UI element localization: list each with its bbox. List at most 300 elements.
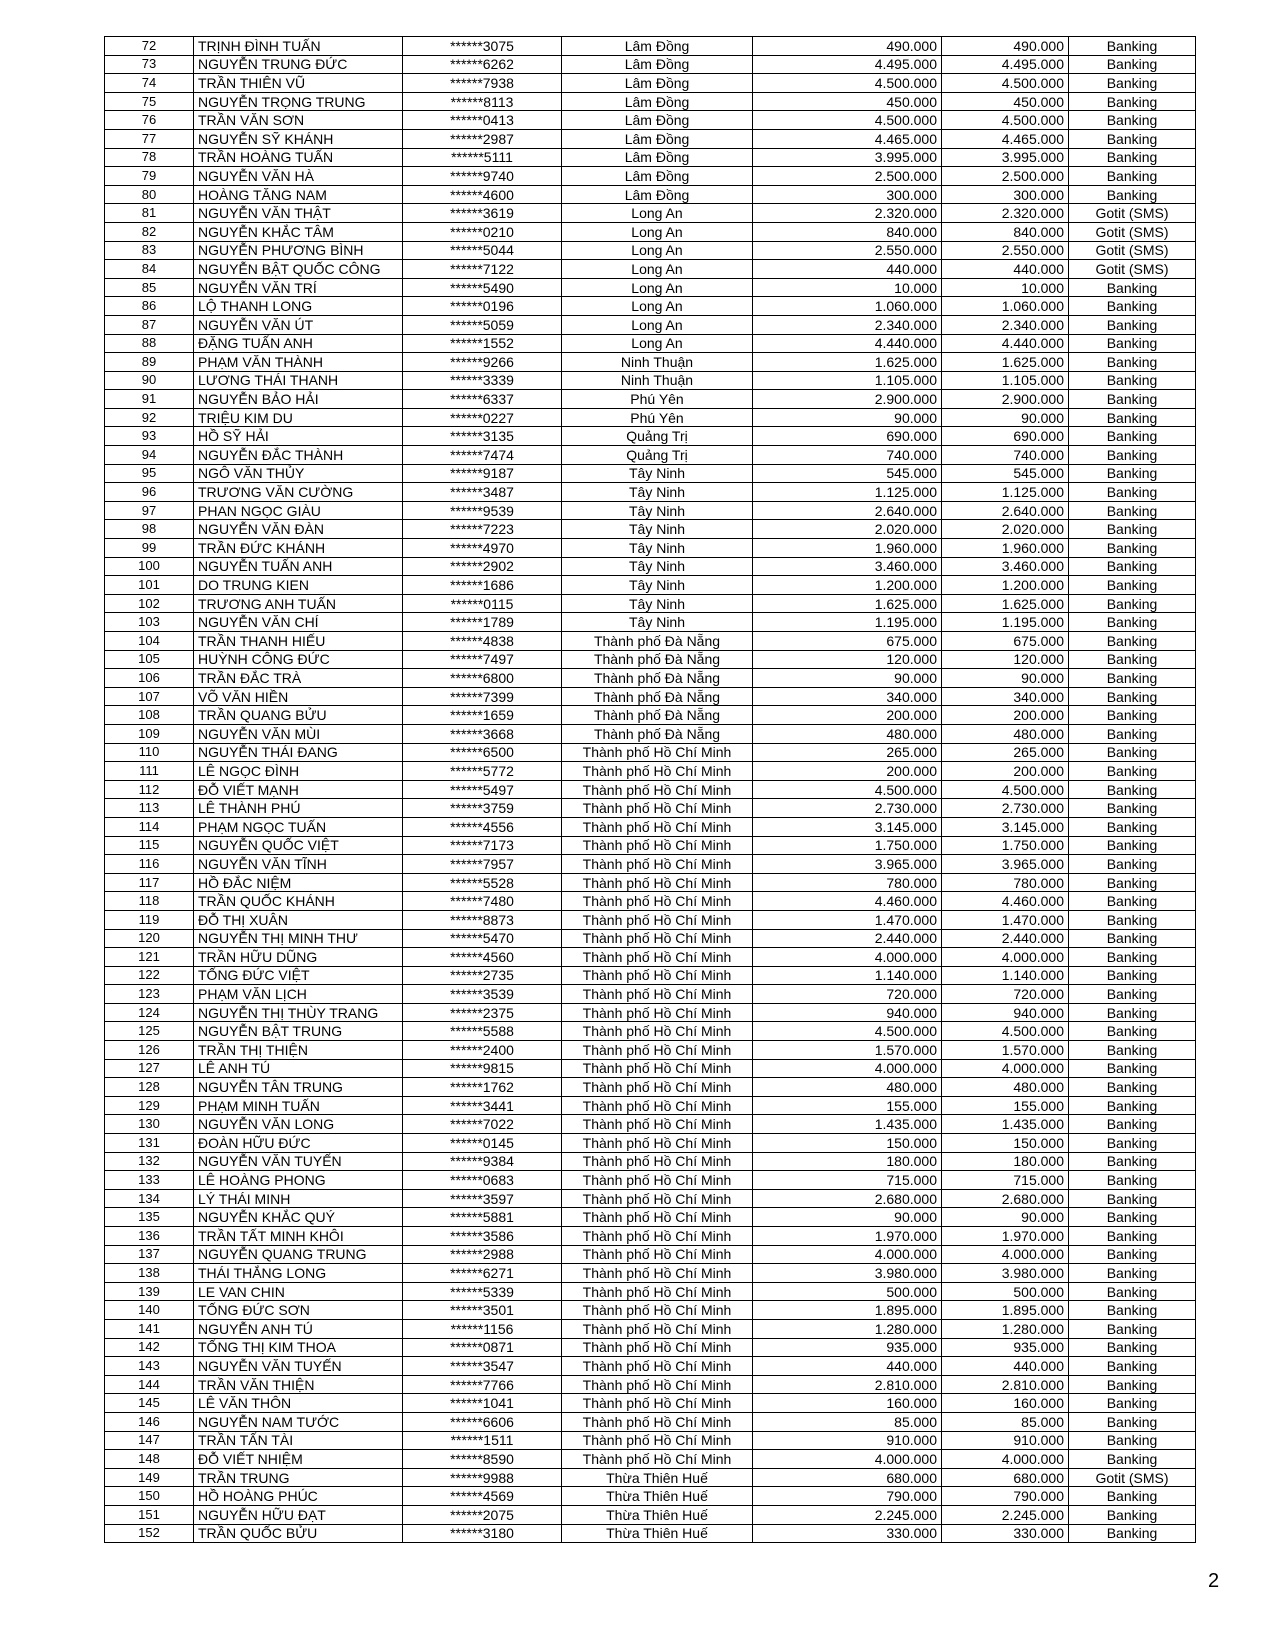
row-number-cell: 143 [105, 1357, 194, 1376]
row-number-cell: 86 [105, 297, 194, 316]
table-row [105, 762, 1196, 781]
amount-cell: 940.000 [753, 1003, 942, 1022]
province-cell: Thừa Thiên Huế [562, 1487, 753, 1506]
amount-cell: 2.020.000 [753, 520, 942, 539]
paid-amount-cell: 1.895.000 [942, 1301, 1069, 1320]
masked-phone-cell: ******3501 [403, 1301, 562, 1320]
amount-cell: 90.000 [753, 669, 942, 688]
masked-phone-cell: ******1789 [403, 613, 562, 632]
province-cell: Thành phố Hồ Chí Minh [562, 1301, 753, 1320]
masked-phone-cell: ******7480 [403, 892, 562, 911]
masked-phone-cell: ******5059 [403, 315, 562, 334]
amount-cell: 2.340.000 [753, 315, 942, 334]
payment-method-cell: Banking [1069, 1245, 1196, 1264]
province-cell: Thành phố Hồ Chí Minh [562, 780, 753, 799]
paid-amount-cell: 780.000 [942, 873, 1069, 892]
table-row [105, 1301, 1196, 1320]
full-name-cell: NGUYỄN TRUNG ĐỨC [194, 55, 403, 74]
province-cell: Tây Ninh [562, 539, 753, 558]
paid-amount-cell: 300.000 [942, 185, 1069, 204]
paid-amount-cell: 1.750.000 [942, 836, 1069, 855]
masked-phone-cell: ******1686 [403, 576, 562, 595]
table-row [105, 1394, 1196, 1413]
payment-method-cell: Banking [1069, 1096, 1196, 1115]
table-row [105, 464, 1196, 483]
amount-cell: 90.000 [753, 1208, 942, 1227]
payment-method-cell: Banking [1069, 1357, 1196, 1376]
row-number-cell: 74 [105, 74, 194, 93]
table-row [105, 1003, 1196, 1022]
amount-cell: 4.500.000 [753, 1022, 942, 1041]
province-cell: Thành phố Đà Nẵng [562, 650, 753, 669]
masked-phone-cell: ******6606 [403, 1412, 562, 1431]
amount-cell: 2.680.000 [753, 1189, 942, 1208]
row-number-cell: 84 [105, 260, 194, 279]
table-row [105, 278, 1196, 297]
amount-cell: 1.060.000 [753, 297, 942, 316]
payment-method-cell: Banking [1069, 390, 1196, 409]
payment-method-cell: Banking [1069, 483, 1196, 502]
row-number-cell: 105 [105, 650, 194, 669]
full-name-cell: TRẦN ĐẮC TRÀ [194, 669, 403, 688]
full-name-cell: TỐNG ĐỨC SƠN [194, 1301, 403, 1320]
paid-amount-cell: 1.435.000 [942, 1115, 1069, 1134]
page-number: 2 [1208, 1570, 1220, 1592]
table-row [105, 129, 1196, 148]
province-cell: Thành phố Hồ Chí Minh [562, 762, 753, 781]
table-row [105, 92, 1196, 111]
full-name-cell: NGUYỄN BẬT TRUNG [194, 1022, 403, 1041]
table-row [105, 966, 1196, 985]
full-name-cell: NGUYỄN KHẮC QUÝ [194, 1208, 403, 1227]
amount-cell: 2.245.000 [753, 1505, 942, 1524]
payment-method-cell: Banking [1069, 1189, 1196, 1208]
full-name-cell: NGÔ VĂN THỦY [194, 464, 403, 483]
province-cell: Tây Ninh [562, 557, 753, 576]
masked-phone-cell: ******7957 [403, 855, 562, 874]
row-number-cell: 135 [105, 1208, 194, 1227]
amount-cell: 340.000 [753, 687, 942, 706]
table-row [105, 1096, 1196, 1115]
amount-cell: 715.000 [753, 1171, 942, 1190]
province-cell: Thành phố Hồ Chí Minh [562, 910, 753, 929]
payment-method-cell: Banking [1069, 1152, 1196, 1171]
full-name-cell: NGUYỄN VĂN TUYẾN [194, 1152, 403, 1171]
full-name-cell: HỒ ĐẮC NIỆM [194, 873, 403, 892]
amount-cell: 440.000 [753, 260, 942, 279]
full-name-cell: HỒ HOÀNG PHÚC [194, 1487, 403, 1506]
masked-phone-cell: ******3441 [403, 1096, 562, 1115]
amount-cell: 1.970.000 [753, 1227, 942, 1246]
masked-phone-cell: ******7766 [403, 1375, 562, 1394]
masked-phone-cell: ******4838 [403, 632, 562, 651]
masked-phone-cell: ******1156 [403, 1319, 562, 1338]
full-name-cell: LÊ VĂN THÔN [194, 1394, 403, 1413]
full-name-cell: ĐOÀN HỮU ĐỨC [194, 1134, 403, 1153]
full-name-cell: NGUYỄN THÁI ĐANG [194, 743, 403, 762]
full-name-cell: TRẦN QUỐC BỬU [194, 1524, 403, 1543]
amount-cell: 450.000 [753, 92, 942, 111]
amount-cell: 4.500.000 [753, 74, 942, 93]
amount-cell: 2.810.000 [753, 1375, 942, 1394]
row-number-cell: 112 [105, 780, 194, 799]
row-number-cell: 104 [105, 632, 194, 651]
paid-amount-cell: 450.000 [942, 92, 1069, 111]
province-cell: Quảng Trị [562, 427, 753, 446]
masked-phone-cell: ******7122 [403, 260, 562, 279]
full-name-cell: NGUYỄN VĂN ÚT [194, 315, 403, 334]
row-number-cell: 92 [105, 408, 194, 427]
paid-amount-cell: 2.640.000 [942, 501, 1069, 520]
row-number-cell: 91 [105, 390, 194, 409]
row-number-cell: 115 [105, 836, 194, 855]
paid-amount-cell: 440.000 [942, 1357, 1069, 1376]
paid-amount-cell: 2.340.000 [942, 315, 1069, 334]
amount-cell: 200.000 [753, 706, 942, 725]
payment-method-cell: Banking [1069, 706, 1196, 725]
full-name-cell: TRẦN THỊ THIỆN [194, 1041, 403, 1060]
amount-cell: 680.000 [753, 1468, 942, 1487]
province-cell: Thành phố Hồ Chí Minh [562, 1134, 753, 1153]
masked-phone-cell: ******4600 [403, 185, 562, 204]
payment-method-cell: Banking [1069, 1338, 1196, 1357]
full-name-cell: LÊ HOÀNG PHONG [194, 1171, 403, 1190]
payment-method-cell: Banking [1069, 1301, 1196, 1320]
masked-phone-cell: ******7938 [403, 74, 562, 93]
table-row [105, 222, 1196, 241]
row-number-cell: 126 [105, 1041, 194, 1060]
amount-cell: 1.435.000 [753, 1115, 942, 1134]
province-cell: Long An [562, 260, 753, 279]
table-row [105, 204, 1196, 223]
masked-phone-cell: ******6271 [403, 1264, 562, 1283]
amount-cell: 1.140.000 [753, 966, 942, 985]
amount-cell: 4.000.000 [753, 948, 942, 967]
table-row [105, 594, 1196, 613]
masked-phone-cell: ******3539 [403, 985, 562, 1004]
row-number-cell: 151 [105, 1505, 194, 1524]
amount-cell: 3.980.000 [753, 1264, 942, 1283]
province-cell: Thành phố Hồ Chí Minh [562, 1245, 753, 1264]
paid-amount-cell: 720.000 [942, 985, 1069, 1004]
masked-phone-cell: ******0683 [403, 1171, 562, 1190]
amount-cell: 3.995.000 [753, 148, 942, 167]
full-name-cell: NGUYỄN VĂN TRÍ [194, 278, 403, 297]
payment-method-cell: Gotit (SMS) [1069, 260, 1196, 279]
paid-amount-cell: 160.000 [942, 1394, 1069, 1413]
masked-phone-cell: ******7173 [403, 836, 562, 855]
table-row [105, 1282, 1196, 1301]
row-number-cell: 129 [105, 1096, 194, 1115]
row-number-cell: 76 [105, 111, 194, 130]
full-name-cell: PHAN NGỌC GIÀU [194, 501, 403, 520]
amount-cell: 1.125.000 [753, 483, 942, 502]
amount-cell: 180.000 [753, 1152, 942, 1171]
paid-amount-cell: 4.500.000 [942, 74, 1069, 93]
province-cell: Thành phố Hồ Chí Minh [562, 1319, 753, 1338]
amount-cell: 1.200.000 [753, 576, 942, 595]
amount-cell: 500.000 [753, 1282, 942, 1301]
full-name-cell: TRẦN HOÀNG TUẤN [194, 148, 403, 167]
full-name-cell: NGUYỄN TUẤN ANH [194, 557, 403, 576]
payment-method-cell: Banking [1069, 408, 1196, 427]
masked-phone-cell: ******9266 [403, 353, 562, 372]
masked-phone-cell: ******3597 [403, 1189, 562, 1208]
province-cell: Thành phố Đà Nẵng [562, 724, 753, 743]
paid-amount-cell: 1.105.000 [942, 371, 1069, 390]
amount-cell: 480.000 [753, 724, 942, 743]
paid-amount-cell: 4.000.000 [942, 1450, 1069, 1469]
table-row [105, 483, 1196, 502]
masked-phone-cell: ******7022 [403, 1115, 562, 1134]
paid-amount-cell: 3.995.000 [942, 148, 1069, 167]
full-name-cell: TRƯƠNG VĂN CƯỜNG [194, 483, 403, 502]
payment-method-cell: Banking [1069, 724, 1196, 743]
full-name-cell: TRẦN THANH HIẾU [194, 632, 403, 651]
paid-amount-cell: 155.000 [942, 1096, 1069, 1115]
province-cell: Thành phố Hồ Chí Minh [562, 817, 753, 836]
paid-amount-cell: 940.000 [942, 1003, 1069, 1022]
payment-method-cell: Gotit (SMS) [1069, 1468, 1196, 1487]
province-cell: Phú Yên [562, 408, 753, 427]
paid-amount-cell: 2.730.000 [942, 799, 1069, 818]
table-row [105, 1208, 1196, 1227]
row-number-cell: 147 [105, 1431, 194, 1450]
masked-phone-cell: ******1511 [403, 1431, 562, 1450]
masked-phone-cell: ******4556 [403, 817, 562, 836]
paid-amount-cell: 120.000 [942, 650, 1069, 669]
full-name-cell: TRẦN HỮU DŨNG [194, 948, 403, 967]
paid-amount-cell: 1.960.000 [942, 539, 1069, 558]
row-number-cell: 83 [105, 241, 194, 260]
full-name-cell: TRẦN QUỐC KHÁNH [194, 892, 403, 911]
paid-amount-cell: 340.000 [942, 687, 1069, 706]
masked-phone-cell: ******1552 [403, 334, 562, 353]
payment-method-cell: Banking [1069, 1264, 1196, 1283]
province-cell: Thành phố Hồ Chí Minh [562, 799, 753, 818]
paid-amount-cell: 545.000 [942, 464, 1069, 483]
row-number-cell: 118 [105, 892, 194, 911]
amount-cell: 935.000 [753, 1338, 942, 1357]
amount-cell: 1.960.000 [753, 539, 942, 558]
row-number-cell: 99 [105, 539, 194, 558]
row-number-cell: 140 [105, 1301, 194, 1320]
paid-amount-cell: 935.000 [942, 1338, 1069, 1357]
amount-cell: 490.000 [753, 37, 942, 56]
amount-cell: 1.105.000 [753, 371, 942, 390]
table-row [105, 408, 1196, 427]
table-row [105, 1468, 1196, 1487]
table-row [105, 1319, 1196, 1338]
table-row [105, 185, 1196, 204]
masked-phone-cell: ******8113 [403, 92, 562, 111]
payment-method-cell: Banking [1069, 427, 1196, 446]
masked-phone-cell: ******5339 [403, 1282, 562, 1301]
payment-method-cell: Banking [1069, 1208, 1196, 1227]
table-row [105, 1059, 1196, 1078]
table-row [105, 37, 1196, 56]
table-row [105, 1041, 1196, 1060]
row-number-cell: 120 [105, 929, 194, 948]
row-number-cell: 123 [105, 985, 194, 1004]
province-cell: Thành phố Hồ Chí Minh [562, 1227, 753, 1246]
province-cell: Thành phố Hồ Chí Minh [562, 1431, 753, 1450]
table-row [105, 1022, 1196, 1041]
province-cell: Thành phố Hồ Chí Minh [562, 1264, 753, 1283]
row-number-cell: 96 [105, 483, 194, 502]
row-number-cell: 113 [105, 799, 194, 818]
masked-phone-cell: ******5111 [403, 148, 562, 167]
paid-amount-cell: 265.000 [942, 743, 1069, 762]
table-row [105, 669, 1196, 688]
table-row [105, 706, 1196, 725]
payment-method-cell: Banking [1069, 929, 1196, 948]
province-cell: Thành phố Hồ Chí Minh [562, 985, 753, 1004]
full-name-cell: NGUYỄN VĂN LONG [194, 1115, 403, 1134]
row-number-cell: 110 [105, 743, 194, 762]
row-number-cell: 116 [105, 855, 194, 874]
province-cell: Thành phố Hồ Chí Minh [562, 1338, 753, 1357]
paid-amount-cell: 680.000 [942, 1468, 1069, 1487]
full-name-cell: NGUYỄN SỸ KHÁNH [194, 129, 403, 148]
table-row [105, 743, 1196, 762]
table-row [105, 632, 1196, 651]
amount-cell: 200.000 [753, 762, 942, 781]
province-cell: Lâm Đồng [562, 92, 753, 111]
province-cell: Lâm Đồng [562, 167, 753, 186]
paid-amount-cell: 3.460.000 [942, 557, 1069, 576]
payment-method-cell: Banking [1069, 892, 1196, 911]
paid-amount-cell: 3.145.000 [942, 817, 1069, 836]
masked-phone-cell: ******3586 [403, 1227, 562, 1246]
full-name-cell: NGUYỄN ANH TÚ [194, 1319, 403, 1338]
province-cell: Long An [562, 334, 753, 353]
paid-amount-cell: 690.000 [942, 427, 1069, 446]
full-name-cell: LÊ NGỌC ĐÌNH [194, 762, 403, 781]
province-cell: Long An [562, 241, 753, 260]
paid-amount-cell: 200.000 [942, 762, 1069, 781]
payment-method-cell: Banking [1069, 1394, 1196, 1413]
masked-phone-cell: ******2400 [403, 1041, 562, 1060]
province-cell: Thành phố Hồ Chí Minh [562, 1208, 753, 1227]
table-row [105, 929, 1196, 948]
full-name-cell: TRẦN TẤT MINH KHÔI [194, 1227, 403, 1246]
payment-method-cell: Banking [1069, 1450, 1196, 1469]
full-name-cell: NGUYỄN VĂN HÀ [194, 167, 403, 186]
paid-amount-cell: 4.495.000 [942, 55, 1069, 74]
province-cell: Thừa Thiên Huế [562, 1524, 753, 1543]
masked-phone-cell: ******4560 [403, 948, 562, 967]
amount-cell: 160.000 [753, 1394, 942, 1413]
full-name-cell: TRƯƠNG ANH TUẤN [194, 594, 403, 613]
paid-amount-cell: 2.440.000 [942, 929, 1069, 948]
paid-amount-cell: 1.470.000 [942, 910, 1069, 929]
row-number-cell: 73 [105, 55, 194, 74]
paid-amount-cell: 1.060.000 [942, 297, 1069, 316]
amount-cell: 1.570.000 [753, 1041, 942, 1060]
masked-phone-cell: ******9187 [403, 464, 562, 483]
amount-cell: 120.000 [753, 650, 942, 669]
full-name-cell: PHẠM NGỌC TUẤN [194, 817, 403, 836]
table-row [105, 799, 1196, 818]
row-number-cell: 97 [105, 501, 194, 520]
row-number-cell: 117 [105, 873, 194, 892]
table-row [105, 427, 1196, 446]
paid-amount-cell: 4.000.000 [942, 948, 1069, 967]
province-cell: Long An [562, 278, 753, 297]
payment-method-cell: Banking [1069, 148, 1196, 167]
payment-method-cell: Banking [1069, 1041, 1196, 1060]
masked-phone-cell: ******2987 [403, 129, 562, 148]
full-name-cell: NGUYỄN VĂN THẬT [194, 204, 403, 223]
full-name-cell: THÁI THẮNG LONG [194, 1264, 403, 1283]
paid-amount-cell: 1.625.000 [942, 594, 1069, 613]
province-cell: Phú Yên [562, 390, 753, 409]
masked-phone-cell: ******2902 [403, 557, 562, 576]
province-cell: Tây Ninh [562, 520, 753, 539]
paid-amount-cell: 2.900.000 [942, 390, 1069, 409]
table-row [105, 985, 1196, 1004]
paid-amount-cell: 1.140.000 [942, 966, 1069, 985]
paid-amount-cell: 4.500.000 [942, 780, 1069, 799]
row-number-cell: 90 [105, 371, 194, 390]
full-name-cell: NGUYỄN VĂN ĐÀN [194, 520, 403, 539]
province-cell: Thành phố Hồ Chí Minh [562, 966, 753, 985]
amount-cell: 1.625.000 [753, 353, 942, 372]
province-cell: Lâm Đồng [562, 37, 753, 56]
full-name-cell: DO TRUNG KIEN [194, 576, 403, 595]
table-row [105, 1450, 1196, 1469]
amount-cell: 545.000 [753, 464, 942, 483]
paid-amount-cell: 2.810.000 [942, 1375, 1069, 1394]
paid-amount-cell: 840.000 [942, 222, 1069, 241]
row-number-cell: 144 [105, 1375, 194, 1394]
paid-amount-cell: 90.000 [942, 669, 1069, 688]
amount-cell: 10.000 [753, 278, 942, 297]
province-cell: Thành phố Hồ Chí Minh [562, 1003, 753, 1022]
amount-cell: 4.000.000 [753, 1450, 942, 1469]
paid-amount-cell: 715.000 [942, 1171, 1069, 1190]
row-number-cell: 119 [105, 910, 194, 929]
masked-phone-cell: ******2735 [403, 966, 562, 985]
full-name-cell: NGUYỄN QUỐC VIỆT [194, 836, 403, 855]
row-number-cell: 131 [105, 1134, 194, 1153]
table-row [105, 260, 1196, 279]
full-name-cell: PHẠM VĂN THÀNH [194, 353, 403, 372]
masked-phone-cell: ******1762 [403, 1078, 562, 1097]
province-cell: Thành phố Đà Nẵng [562, 706, 753, 725]
amount-cell: 330.000 [753, 1524, 942, 1543]
paid-amount-cell: 3.965.000 [942, 855, 1069, 874]
row-number-cell: 109 [105, 724, 194, 743]
province-cell: Lâm Đồng [562, 55, 753, 74]
masked-phone-cell: ******2075 [403, 1505, 562, 1524]
masked-phone-cell: ******5772 [403, 762, 562, 781]
masked-phone-cell: ******2375 [403, 1003, 562, 1022]
amount-cell: 2.440.000 [753, 929, 942, 948]
masked-phone-cell: ******7497 [403, 650, 562, 669]
masked-phone-cell: ******5588 [403, 1022, 562, 1041]
paid-amount-cell: 675.000 [942, 632, 1069, 651]
paid-amount-cell: 10.000 [942, 278, 1069, 297]
paid-amount-cell: 1.280.000 [942, 1319, 1069, 1338]
masked-phone-cell: ******8873 [403, 910, 562, 929]
row-number-cell: 78 [105, 148, 194, 167]
full-name-cell: TRẦN QUANG BỬU [194, 706, 403, 725]
amount-cell: 1.625.000 [753, 594, 942, 613]
paid-amount-cell: 85.000 [942, 1412, 1069, 1431]
payment-method-cell: Banking [1069, 353, 1196, 372]
